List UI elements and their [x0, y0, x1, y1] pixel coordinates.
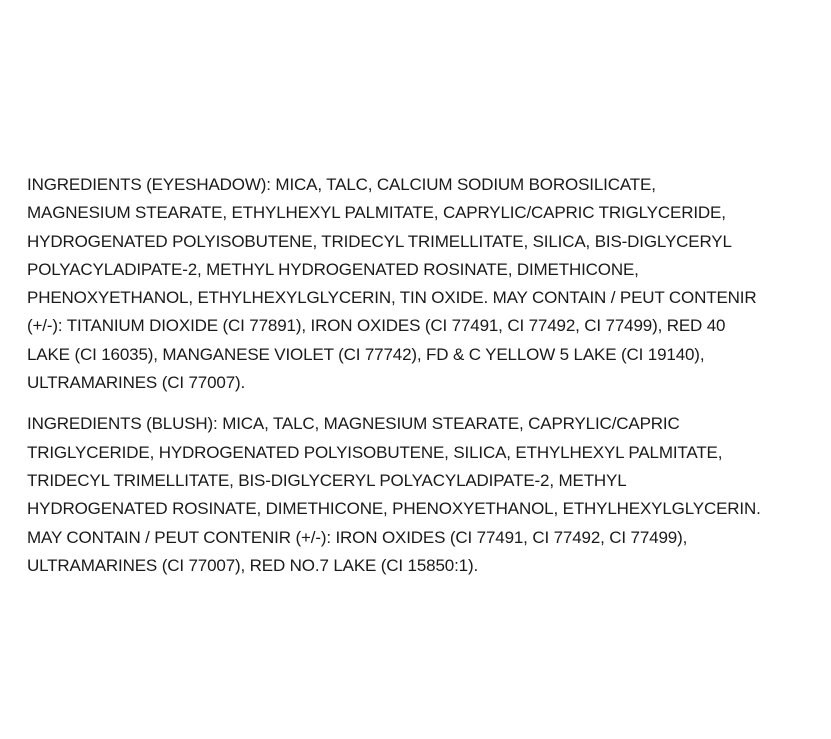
blush-ingredients: INGREDIENTS (BLUSH): MICA, TALC, MAGNESIUM STEARATE, CAPRYLIC/CAPRIC TRIGLYCERIDE, HYDROGENATED POLYISOBUTENE, SILICA, ETHYLHEXYL PALMITATE, TRIDECYL TRIMELLITATE, BIS-DIGLYCERYL POLYACYLADIPATE-2, METHYL HYDROGENATED ROSINATE, DIMETHICONE, PHENOXYETHANOL, ETHYLHEXYLGLYCERIN. MAY CONTAIN / PEUT CONTENIR (+/-): IRON OXIDES (CI 77491, CI 77492, CI 77499), ULTRAMARINES (CI 77007), RED NO.7 LAKE (CI 15850:1). [27, 414, 761, 575]
eyeshadow-ingredients: INGREDIENTS (EYESHADOW): MICA, TALC, CALCIUM SODIUM BOROSILICATE, MAGNESIUM STEARATE, ETHYLHEXYL PALMITATE, CAPRYLIC/CAPRIC TRIGLYCERIDE, HYDROGENATED POLYISOBUTENE, TRIDECYL TRIMELLITATE, SILICA, BIS-DIGLYCERYL POLYACYLADIPATE-2, METHYL HYDROGENATED ROSINATE, DIMETHICONE, PHENOXYETHANOL, ETHYLHEXYLGLYCERIN, TIN OXIDE. MAY CONTAIN / PEUT CONTENIR (+/-): TITANIUM DIOXIDE (CI 77891), IRON OXIDES (CI 77491, CI 77492, CI 77499), RED 40 LAKE (CI 16035), MANGANESE VIOLET (CI 77742), FD & C YELLOW 5 LAKE (CI 19140), ULTRAMARINES (CI 77007). [27, 175, 757, 393]
ingredients-document [27, 171, 817, 580]
